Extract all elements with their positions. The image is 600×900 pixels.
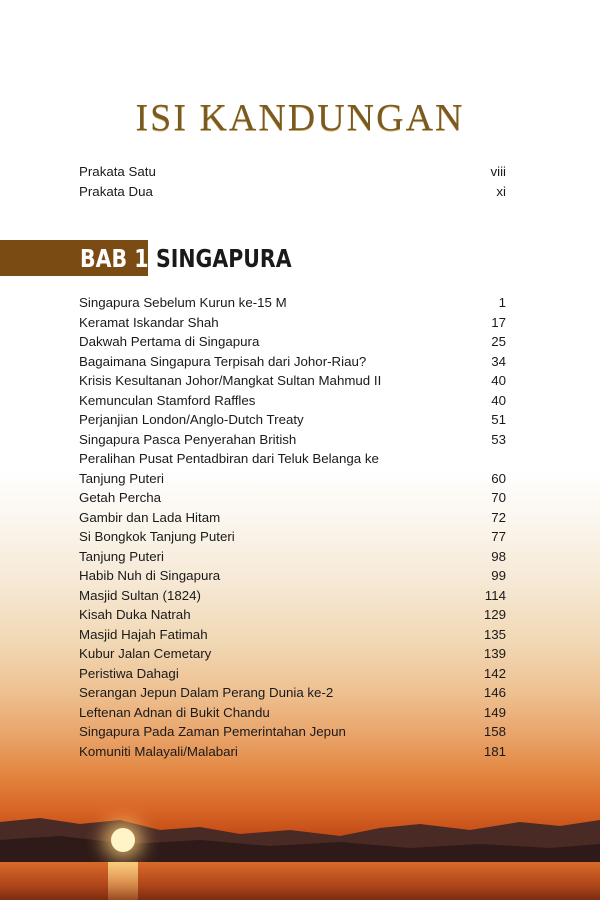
toc-page-number: 99 xyxy=(491,568,506,583)
toc-entry-label: Prakata Satu xyxy=(79,164,156,179)
toc-page-number: 25 xyxy=(491,334,506,349)
toc-row[interactable] xyxy=(79,703,506,723)
toc-row[interactable] xyxy=(79,449,506,469)
toc-entry-label: Peristiwa Dahagi xyxy=(79,665,179,681)
toc-row[interactable] xyxy=(79,332,506,352)
toc-entry-label: Masjid Hajah Fatimah xyxy=(79,626,208,642)
toc-row[interactable] xyxy=(79,162,506,182)
toc-row[interactable] xyxy=(79,469,506,489)
toc-entry-label: Prakata Dua xyxy=(79,183,153,199)
chapter-entries-list xyxy=(79,293,506,761)
toc-entry-label: Perjanjian London/Anglo-Dutch Treaty xyxy=(79,412,304,427)
toc-page-number: 34 xyxy=(491,353,506,369)
toc-row[interactable] xyxy=(79,410,506,430)
sun-reflection xyxy=(108,862,138,900)
toc-row[interactable] xyxy=(79,586,506,606)
toc-entry-label: Habib Nuh di Singapura xyxy=(79,568,221,583)
toc-row[interactable] xyxy=(79,293,506,313)
toc-entry-label: Tanjung Puteri xyxy=(79,548,165,564)
toc-page-number: 1 xyxy=(498,295,506,310)
toc-row[interactable] xyxy=(79,742,506,762)
setting-sun xyxy=(111,828,135,852)
chapter-name: SINGAPURA xyxy=(156,244,292,273)
toc-page-number: 72 xyxy=(491,509,506,525)
toc-row[interactable] xyxy=(79,605,506,625)
toc-row[interactable] xyxy=(79,683,506,703)
toc-row[interactable] xyxy=(79,313,506,333)
toc-page-number: 17 xyxy=(491,314,506,330)
toc-entry-label: Gambir dan Lada Hitam xyxy=(79,509,221,525)
toc-page-number: 149 xyxy=(483,704,506,720)
toc-entry-label: Leftenan Adnan di Bukit Chandu xyxy=(79,704,270,720)
toc-page-number: viii xyxy=(490,164,506,179)
toc-row[interactable] xyxy=(79,352,506,372)
toc-entry-label: Singapura Pasca Penyerahan British xyxy=(79,431,297,447)
toc-row[interactable] xyxy=(79,391,506,411)
toc-row[interactable] xyxy=(79,644,506,664)
toc-page-number: 40 xyxy=(491,373,506,388)
toc-entry-label: Getah Percha xyxy=(79,490,162,505)
toc-entry-label: Keramat Iskandar Shah xyxy=(79,314,219,330)
toc-entry-label: Serangan Jepun Dalam Perang Dunia ke-2 xyxy=(79,685,334,700)
toc-entry-label: Si Bongkok Tanjung Puteri xyxy=(79,529,235,544)
toc-page-number: 142 xyxy=(483,665,506,681)
toc-entry-label: Tanjung Puteri xyxy=(79,470,165,486)
toc-page-number: 98 xyxy=(491,548,506,564)
toc-entry-label: Kemunculan Stamford Raffles xyxy=(79,392,256,408)
prakata-list xyxy=(79,162,506,201)
toc-row[interactable] xyxy=(79,566,506,586)
toc-page-number: 114 xyxy=(484,587,506,603)
toc-page-number: 129 xyxy=(483,607,506,622)
toc-row[interactable] xyxy=(79,371,506,391)
toc-page-number: 53 xyxy=(491,431,506,447)
chapter-number: BAB 1 xyxy=(80,244,149,273)
toc-entry-label: Bagaimana Singapura Terpisah dari Johor-Riau? xyxy=(79,353,367,369)
toc-row[interactable] xyxy=(79,664,506,684)
toc-entry-label: Kubur Jalan Cemetary xyxy=(79,646,212,661)
toc-entry-label: Krisis Kesultanan Johor/Mangkat Sultan Mahmud II xyxy=(79,373,382,388)
toc-page-number: 40 xyxy=(491,392,506,408)
toc-entry-label: Singapura Pada Zaman Pemerintahan Jepun xyxy=(79,724,346,739)
toc-row[interactable] xyxy=(79,488,506,508)
toc-row[interactable] xyxy=(79,182,506,202)
sea xyxy=(0,862,600,900)
toc-row[interactable] xyxy=(79,722,506,742)
toc-page-number: xi xyxy=(496,183,506,199)
toc-row[interactable] xyxy=(79,625,506,645)
toc-page-number: 51 xyxy=(491,412,506,427)
toc-row[interactable] xyxy=(79,508,506,528)
page-title: ISI KANDUNGAN xyxy=(135,97,465,139)
toc-row[interactable] xyxy=(79,527,506,547)
toc-page-number: 158 xyxy=(483,724,506,739)
toc-page-number: 60 xyxy=(491,470,506,486)
toc-page-number: 70 xyxy=(491,490,506,505)
toc-page-number: 181 xyxy=(483,743,506,759)
toc-entry-label: Kisah Duka Natrah xyxy=(79,607,191,622)
toc-entry-label: Singapura Sebelum Kurun ke-15 M xyxy=(79,295,287,310)
toc-page-number: 139 xyxy=(483,646,506,661)
toc-row[interactable] xyxy=(79,430,506,450)
toc-row[interactable] xyxy=(79,547,506,567)
toc-page-number: 77 xyxy=(491,529,506,544)
toc-entry-label: Masjid Sultan (1824) xyxy=(79,587,201,603)
toc-page-number: 135 xyxy=(483,626,506,642)
toc-page-number: 146 xyxy=(483,685,506,700)
toc-entry-label: Peralihan Pusat Pentadbiran dari Teluk Belanga ke xyxy=(79,451,379,466)
toc-entry-label: Komuniti Malayali/Malabari xyxy=(79,743,238,759)
toc-entry-label: Dakwah Pertama di Singapura xyxy=(79,334,260,349)
